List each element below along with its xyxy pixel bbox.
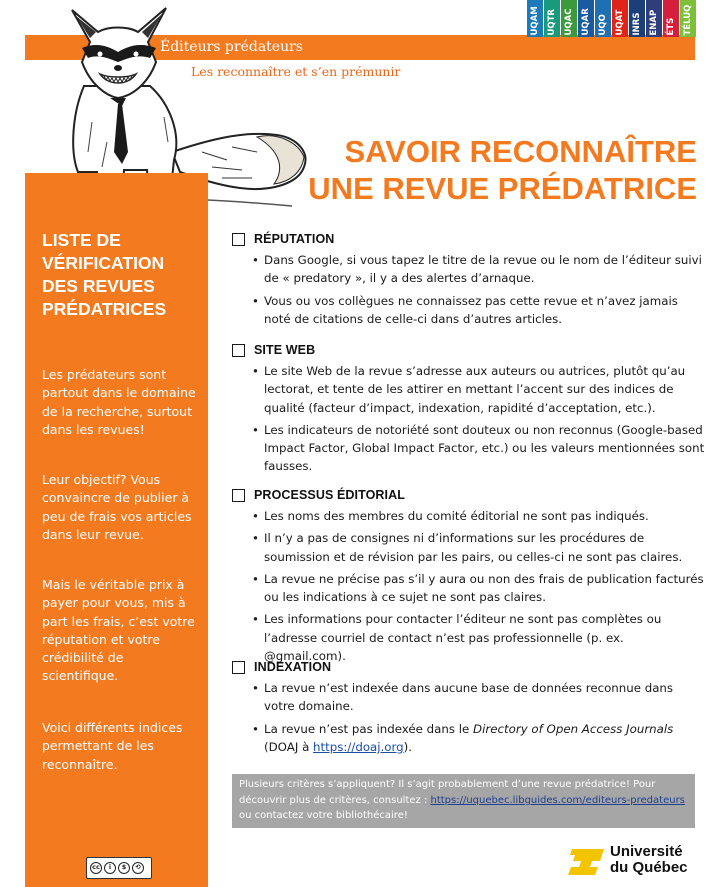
university-box bbox=[612, 0, 628, 37]
bullet-item: • Les informations pour contacter l’éditeur ne sont pas complètes ou l’adresse courriel de contact n’est pas professionnelle (p. ex. @gmail.com). bbox=[252, 610, 707, 665]
header-subtitle: Les reconnaître et s’en prémunir bbox=[191, 64, 401, 79]
university-box bbox=[629, 0, 645, 37]
section-indexation bbox=[232, 659, 707, 760]
main-title-line2: UNE REVUE PRÉDATRICE bbox=[308, 171, 697, 206]
bullet-item: • Les indicateurs de notoriété sont douteux ou non reconnus (Google-based Impact Factor, Global Impact Factor, etc.) ou les valeurs mentionnées sont fausses. bbox=[252, 421, 707, 476]
note-text-before: Plusieurs critères s’appliquent? Il s’agit probablement d’une revue prédatrice! Pour découvrir plus de critères, consultez : bbox=[239, 779, 656, 806]
bullet-list bbox=[252, 362, 707, 476]
section-title: PROCESSUS ÉDITORIAL bbox=[254, 488, 405, 502]
university-box bbox=[595, 0, 611, 37]
checkbox[interactable] bbox=[232, 344, 245, 357]
doaj-journal-name: Directory of Open Access Journals bbox=[473, 721, 674, 736]
section-header bbox=[232, 342, 707, 358]
uq-logo-mark bbox=[566, 847, 606, 877]
bullet-list bbox=[252, 507, 707, 665]
university-label: UQAR bbox=[580, 7, 591, 35]
uq-logo-line1: Université bbox=[610, 843, 683, 860]
libguides-link[interactable]: https://uquebec.libguides.com/editeurs-predateurs bbox=[430, 794, 685, 806]
sidebar-paragraph-3: Mais le véritable prix à payer pour vous, mis à part les frais, c’est votre réputation et votre crédibilité de scientifique. bbox=[42, 577, 195, 684]
university-label: UQO bbox=[597, 13, 608, 35]
bullet-item: • La revue ne précise pas s’il y aura ou non des frais de publication facturés ou les indications à ce sujet ne sont pas claires. bbox=[252, 570, 707, 607]
university-box bbox=[527, 0, 543, 37]
university-box bbox=[578, 0, 594, 37]
doaj-text-before: La revue n’est pas indexée dans le bbox=[264, 721, 474, 736]
university-label: UQAC bbox=[563, 8, 574, 35]
sidebar-paragraph-2: Leur objectif? Vous convaincre de publier à peu de frais vos articles dans leur revue. bbox=[42, 472, 192, 542]
cc-icon: cc bbox=[90, 862, 102, 874]
university-box bbox=[544, 0, 560, 37]
section-header bbox=[232, 659, 707, 675]
uq-logo-text bbox=[610, 844, 688, 876]
uq-logo-line2: du Québec bbox=[610, 859, 688, 876]
section-title: RÉPUTATION bbox=[254, 232, 335, 246]
bullet-item: • Vous ou vos collègues ne connaissez pas cette revue et n’avez jamais noté de citations de celle-ci dans d’autres articles. bbox=[252, 292, 707, 329]
bullet-item: • Il n’y a pas de consignes ni d’informations sur les procédures de soumission et de révision par les pairs, ou celles-ci ne sont pas claires. bbox=[252, 529, 707, 566]
section-title: SITE WEB bbox=[254, 343, 316, 357]
note-text-after: ou contactez votre bibliothécaire! bbox=[239, 810, 408, 821]
sidebar-title: LISTE DE VÉRIFICATION DES REVUES PRÉDATRICES bbox=[42, 230, 167, 319]
doaj-text-middle: (DOAJ à bbox=[264, 739, 314, 754]
main-title-line1: SAVOIR RECONNAÎTRE bbox=[344, 134, 697, 169]
bullet-item: • La revue n’est indexée dans aucune base de données reconnue dans votre domaine. bbox=[252, 679, 707, 716]
doaj-text-after: ). bbox=[403, 739, 413, 754]
by-icon: i bbox=[104, 862, 116, 874]
bullet-list bbox=[252, 679, 707, 756]
section-header bbox=[232, 487, 707, 503]
university-box bbox=[680, 0, 696, 37]
university-box bbox=[561, 0, 577, 37]
bullet-list bbox=[252, 251, 707, 328]
university-label: ENAP bbox=[648, 9, 659, 35]
cc-license-badge bbox=[86, 857, 152, 879]
checkbox[interactable] bbox=[232, 233, 245, 246]
university-network-strip bbox=[527, 0, 697, 37]
university-label: TÉLUQ bbox=[682, 4, 693, 35]
university-label: UQAM bbox=[529, 5, 540, 35]
university-label: UQAT bbox=[614, 9, 625, 35]
sidebar-paragraph-1: Les prédateurs sont partout dans le domaine de la recherche, surtout dans les revues! bbox=[42, 367, 196, 437]
bullet-item: • Les noms des membres du comité éditorial ne sont pas indiqués. bbox=[252, 507, 707, 525]
university-box bbox=[663, 0, 679, 37]
info-note bbox=[232, 774, 695, 828]
section-header bbox=[232, 231, 707, 247]
section-site-web bbox=[232, 342, 707, 480]
bullet-item: • Dans Google, si vous tapez le titre de la revue ou le nom de l’éditeur suivi de « predatory », il y a des alertes d’arnaque. bbox=[252, 251, 707, 288]
header-title: Éditeurs prédateurs bbox=[160, 39, 303, 55]
university-label: INRS bbox=[631, 12, 642, 35]
sidebar-paragraph-4: Voici différents indices permettant de les reconnaître. bbox=[42, 720, 183, 772]
universite-du-quebec-logo bbox=[566, 836, 706, 886]
sa-icon: ⟲ bbox=[132, 862, 144, 874]
university-box bbox=[646, 0, 662, 37]
main-title bbox=[308, 133, 697, 207]
section-reputation bbox=[232, 231, 707, 332]
nc-icon: $ bbox=[118, 862, 130, 874]
section-title: INDEXATION bbox=[254, 660, 332, 674]
bullet-item: • Le site Web de la revue s’adresse aux auteurs ou autrices, plutôt qu’au lectorat, et tente de les attirer en mettant l’accent sur des indices de qualité (facteur d’impact, indexation, rapidité d’acceptation, etc.). bbox=[252, 362, 707, 417]
checkbox[interactable] bbox=[232, 661, 245, 674]
university-label: ÉTS bbox=[665, 17, 676, 35]
bullet-item-doaj bbox=[252, 720, 707, 757]
doaj-link[interactable]: https://doaj.org bbox=[313, 739, 404, 754]
checkbox[interactable] bbox=[232, 489, 245, 502]
university-label: UQTR bbox=[546, 8, 557, 35]
section-processus-editorial bbox=[232, 487, 707, 669]
